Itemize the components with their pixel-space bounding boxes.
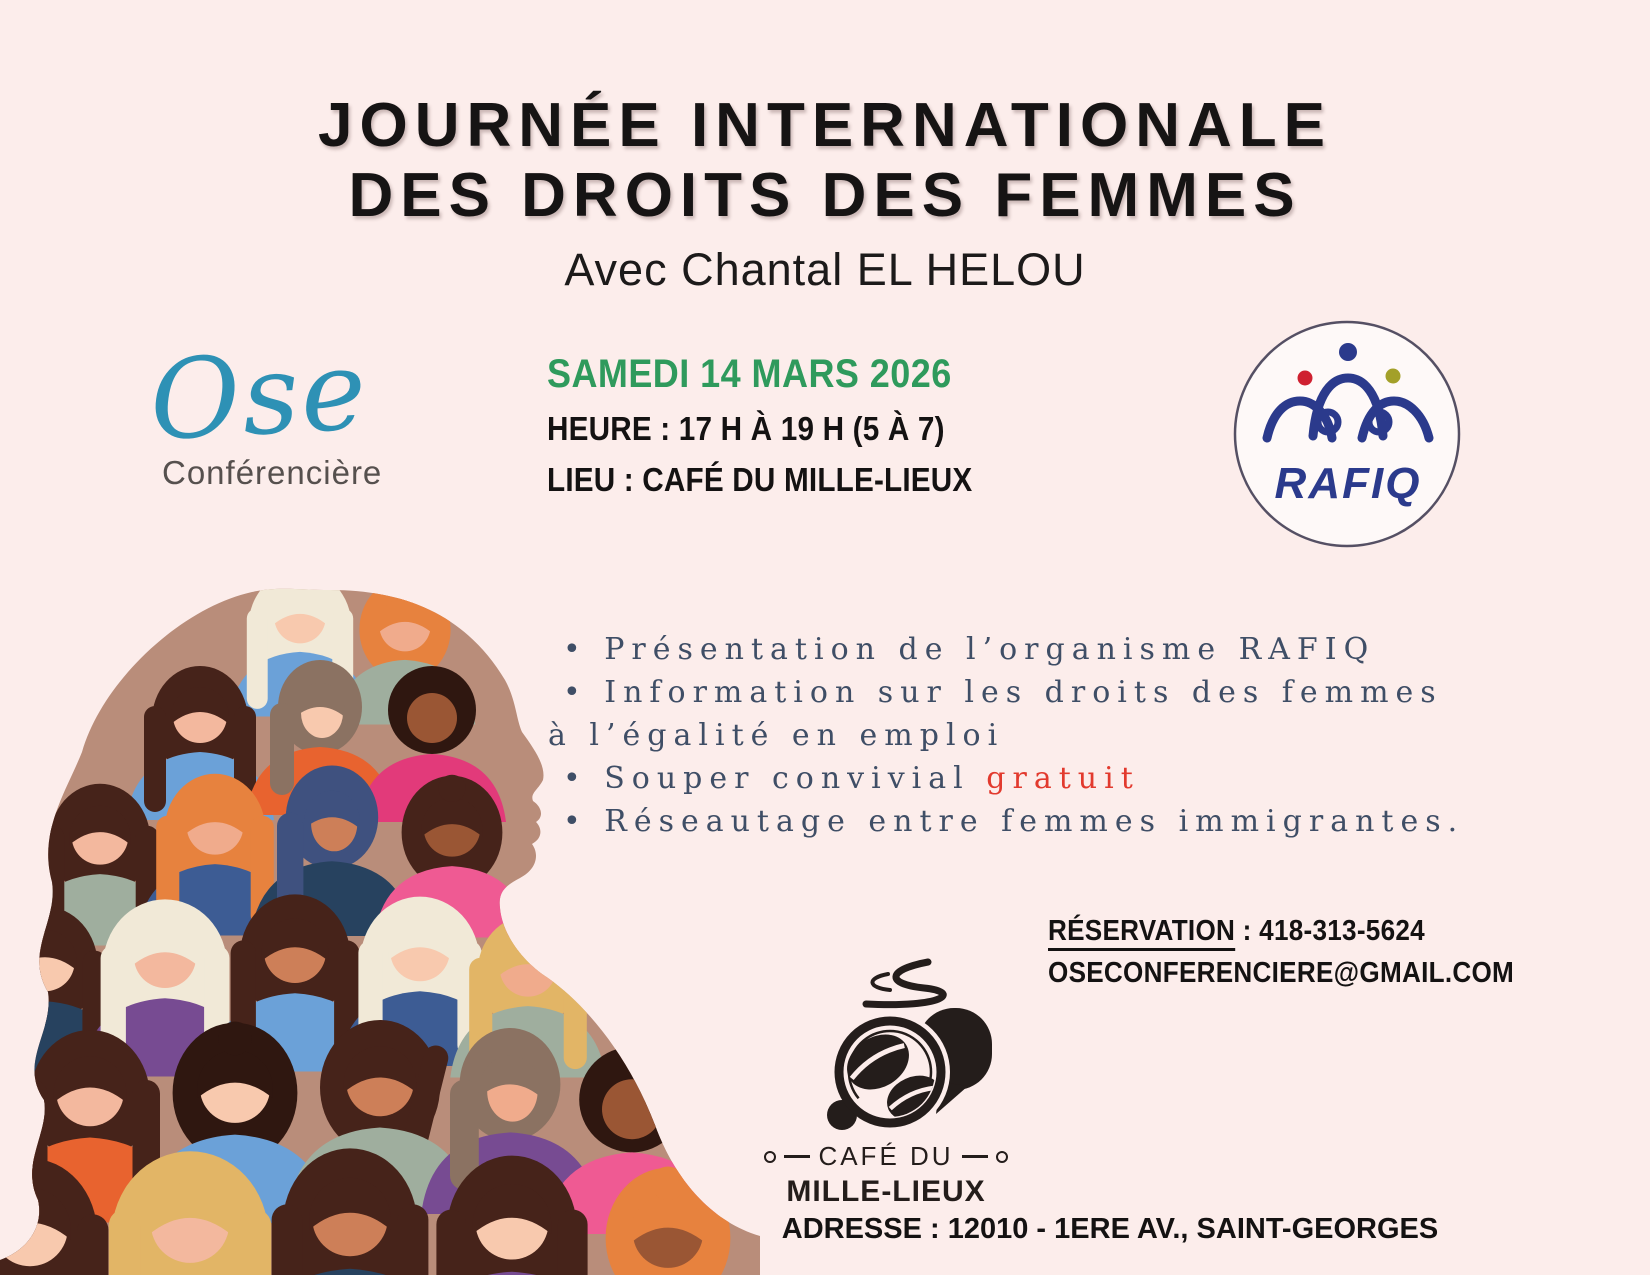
ose-logo-script: Ose [146,325,371,465]
program-list [548,628,1513,843]
contact-email: OSECONFERENCIERE@GMAIL.COM [1048,957,1515,989]
contact-block [1048,915,1566,990]
program-item-continuation: à l’égalité en emploi [548,718,1005,753]
rafiq-logo [1227,316,1467,552]
program-item: • Réseautage entre femmes immigrantes. [563,804,1465,839]
page-title-line2: DES DROITS DES FEMMES [348,161,1302,230]
event-location: LIEU : CAFÉ DU MILLE-LIEUX [547,461,973,498]
event-date: SAMEDI 14 MARS 2026 [547,352,952,396]
program-item: • Présentation de l’organisme RAFIQ [563,632,1376,667]
reservation-line [1048,915,1514,948]
ornament-dot-right [996,1151,1008,1163]
program-item-text: • Souper convivial [563,761,987,796]
address-line: ADRESSE : 12010 - 1ERE AV., SAINT-GEORGES [781,1213,1439,1245]
program-item [563,757,1513,800]
cafe-name-top-row [740,1141,1032,1172]
ornament-line-left [784,1155,810,1158]
rafiq-head-dot-olive [1386,369,1401,384]
event-details [547,352,972,499]
program-item: • Information sur les droits des femmes [563,675,1443,710]
cafe-name [740,1141,1032,1209]
rafiq-wordmark: RAFIQ [1274,459,1422,508]
rafiq-head-dot-blue [1339,343,1357,361]
cafe-logo-icon [790,950,995,1145]
page-subtitle: Avec Chantal EL HELOU [564,244,1086,295]
cafe-name-bottom: MILLE-LIEUX [786,1175,986,1208]
reservation-phone: : 418-313-5624 [1235,915,1425,947]
cafe-name-top: CAFÉ DU [818,1141,954,1171]
ornament-line-right [962,1155,988,1158]
page-title-line1: JOURNÉE INTERNATIONALE [317,91,1332,160]
rafiq-head-dot-red [1298,371,1313,386]
event-time: HEURE : 17 H À 19 H (5 À 7) [547,410,945,447]
ornament-dot-left [764,1151,776,1163]
ose-logo [146,325,383,492]
reservation-label: RÉSERVATION [1048,915,1235,951]
gratuit-highlight: gratuit [986,761,1140,796]
ose-logo-tagline: Conférencière [162,454,383,491]
steam-icon [866,962,943,1005]
